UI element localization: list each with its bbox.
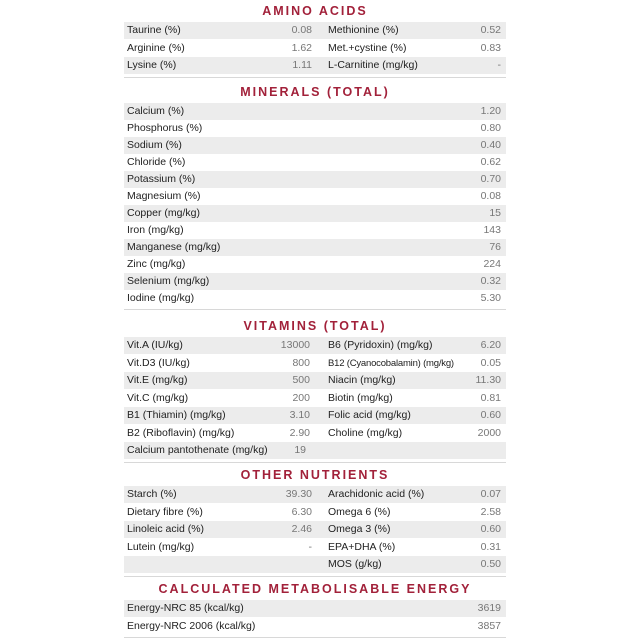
nutrient-value: 0.60: [480, 409, 501, 421]
nutrient-value: 6.20: [480, 339, 501, 351]
amino-acids-title: AMINO ACIDS: [262, 4, 368, 18]
nutrient-label: Copper (mg/kg): [127, 207, 200, 219]
nutrient-label: Biotin (mg/kg): [328, 391, 393, 404]
nutrient-label: Iodine (mg/kg): [127, 292, 195, 304]
nutrient-label: L-Carnitine (mg/kg): [328, 59, 418, 71]
nutrient-label: Vit.A (IU/kg): [127, 339, 183, 351]
minerals-row: [124, 222, 506, 239]
nutrient-label: Starch (%): [127, 488, 177, 500]
nutrient-label: Calcium pantothenate (mg/kg): [127, 444, 268, 456]
nutrient-label: Dietary fibre (%): [127, 505, 203, 518]
nutrient-label: Met.+cystine (%): [328, 41, 407, 54]
nutrient-label: B6 (Pyridoxin) (mg/kg): [328, 339, 433, 351]
nutrient-value: 2000: [477, 426, 501, 439]
nutrient-value: 6.30: [291, 505, 312, 518]
vitamins-row: [124, 337, 506, 354]
nutrient-label: Sodium (%): [127, 139, 182, 151]
amino-row: [124, 57, 506, 74]
minerals-row: [124, 120, 506, 137]
amino-row: [124, 22, 506, 39]
nutrient-value: 3857: [477, 619, 501, 632]
nutrient-value: [252, 556, 312, 573]
nutrient-value: [461, 442, 501, 459]
nutrient-label: Energy-NRC 2006 (kcal/kg): [127, 619, 256, 632]
nutrient-label: Arginine (%): [127, 41, 185, 54]
minerals-row: [124, 205, 506, 222]
nutrient-value: 0.07: [480, 488, 501, 500]
nutrient-value: 224: [483, 258, 501, 270]
nutrient-label: Arachidonic acid (%): [328, 488, 425, 500]
minerals-row: [124, 256, 506, 273]
nutrient-label: Chloride (%): [127, 156, 186, 168]
nutrient-label: Methionine (%): [328, 24, 399, 36]
nutrient-label: Omega 3 (%): [328, 523, 391, 535]
nutrient-label: Lysine (%): [127, 59, 177, 71]
nutrient-label: Energy-NRC 85 (kcal/kg): [127, 602, 244, 614]
minerals-row: [124, 290, 506, 307]
nutrient-value: 76: [489, 241, 501, 253]
nutrient-label: [328, 442, 473, 459]
nutrient-label: EPA+DHA (%): [328, 540, 396, 553]
nutrient-value: 1.11: [292, 59, 312, 71]
nutrient-value: 0.40: [480, 139, 501, 151]
nutrient-value: 0.52: [480, 24, 501, 36]
nutrient-value: 3619: [477, 602, 501, 614]
nutrient-value: 1.62: [291, 41, 312, 54]
nutrient-value: 0.50: [480, 558, 501, 570]
minerals-row: [124, 154, 506, 171]
vitamins-row: [124, 390, 506, 407]
nutrient-label: Phosphorus (%): [127, 122, 203, 134]
minerals-row: [124, 103, 506, 120]
nutrient-label: Iron (mg/kg): [127, 224, 184, 236]
nutrient-label: Potassium (%): [127, 173, 196, 185]
nutrient-value: 0.60: [480, 523, 501, 535]
minerals-title: MINERALS (TOTAL): [240, 85, 390, 99]
nutrient-label: Linoleic acid (%): [127, 523, 205, 535]
other-row: [124, 486, 506, 503]
nutrient-value: 0.32: [480, 275, 501, 287]
amino-row: [124, 40, 506, 57]
nutrient-value: 3.10: [289, 409, 310, 421]
vitamins-row: [124, 355, 506, 372]
nutrient-label: Selenium (mg/kg): [127, 275, 210, 287]
nutrient-value: 800: [292, 356, 310, 369]
nutrient-value: 0.31: [480, 540, 501, 553]
nutrient-value: 0.70: [480, 173, 501, 185]
vitamins-row: [124, 372, 506, 389]
section-divider: [124, 637, 506, 638]
nutrient-value: 0.81: [480, 391, 501, 404]
nutrient-value: 0.62: [480, 156, 501, 168]
nutrient-value: 0.80: [480, 122, 501, 134]
nutrient-label: Manganese (mg/kg): [127, 241, 221, 253]
minerals-row: [124, 273, 506, 290]
vitamins-row: [124, 425, 506, 442]
nutrient-label: B12 (Cyanocobalamin) (mg/kg): [328, 357, 454, 369]
nutrient-label: Niacin (mg/kg): [328, 374, 396, 386]
nutrient-label: Magnesium (%): [127, 190, 201, 202]
minerals-row: [124, 137, 506, 154]
nutrient-value: 0.83: [480, 41, 501, 54]
other-row: [124, 504, 506, 521]
nutrient-value: -: [497, 59, 501, 71]
nutrient-value: 143: [483, 224, 501, 236]
minerals-row: [124, 239, 506, 256]
vitamins-title: VITAMINS (TOTAL): [243, 319, 387, 333]
section-divider: [124, 462, 506, 463]
nutrient-value: 39.30: [285, 488, 312, 500]
nutrient-label: Lutein (mg/kg): [127, 540, 195, 553]
nutrient-label: Calcium (%): [127, 105, 185, 117]
nutrient-value: 19: [294, 444, 306, 456]
nutrient-value: -: [308, 540, 312, 553]
section-divider: [124, 309, 506, 310]
nutrient-label: Choline (mg/kg): [328, 426, 403, 439]
nutrient-label: Omega 6 (%): [328, 505, 391, 518]
nutrient-value: 0.08: [480, 190, 501, 202]
nutrient-value: 1.20: [480, 105, 501, 117]
nutrient-label: Folic acid (mg/kg): [328, 409, 411, 421]
other-row: [124, 539, 506, 556]
other-row: [124, 556, 506, 573]
nutrient-value: 5.30: [480, 292, 501, 304]
other-row: [124, 521, 506, 538]
nutrient-value: 0.05: [480, 356, 501, 369]
nutrient-label: Vit.E (mg/kg): [127, 374, 188, 386]
nutrient-label: B1 (Thiamin) (mg/kg): [127, 409, 226, 421]
energy-row: [124, 600, 506, 617]
nutrient-value: 500: [292, 374, 310, 386]
nutrient-value: 2.90: [289, 426, 310, 439]
nutrient-value: 2.58: [480, 505, 501, 518]
nutrient-value: 11.30: [475, 374, 501, 386]
energy-title: CALCULATED METABOLISABLE ENERGY: [158, 582, 472, 596]
section-divider: [124, 576, 506, 577]
vitamins-row: [124, 407, 506, 424]
nutrient-value: 0.08: [291, 24, 312, 36]
nutrient-label: Vit.C (mg/kg): [127, 391, 189, 404]
nutrient-value: 15: [489, 207, 501, 219]
minerals-row: [124, 171, 506, 188]
energy-row: [124, 618, 506, 635]
nutrient-value: 13000: [280, 339, 310, 351]
nutrient-label: MOS (g/kg): [328, 558, 382, 570]
nutrient-label: Zinc (mg/kg): [127, 258, 186, 270]
section-divider: [124, 77, 506, 78]
minerals-row: [124, 188, 506, 205]
vitamins-row: [124, 442, 506, 459]
nutrient-label: Vit.D3 (IU/kg): [127, 356, 190, 369]
nutrient-label: B2 (Riboflavin) (mg/kg): [127, 426, 235, 439]
nutrient-value: 200: [292, 391, 310, 404]
other-nutrients-title: OTHER NUTRIENTS: [240, 468, 390, 482]
nutrient-label: Taurine (%): [127, 24, 181, 36]
nutrient-value: 2.46: [291, 523, 312, 535]
